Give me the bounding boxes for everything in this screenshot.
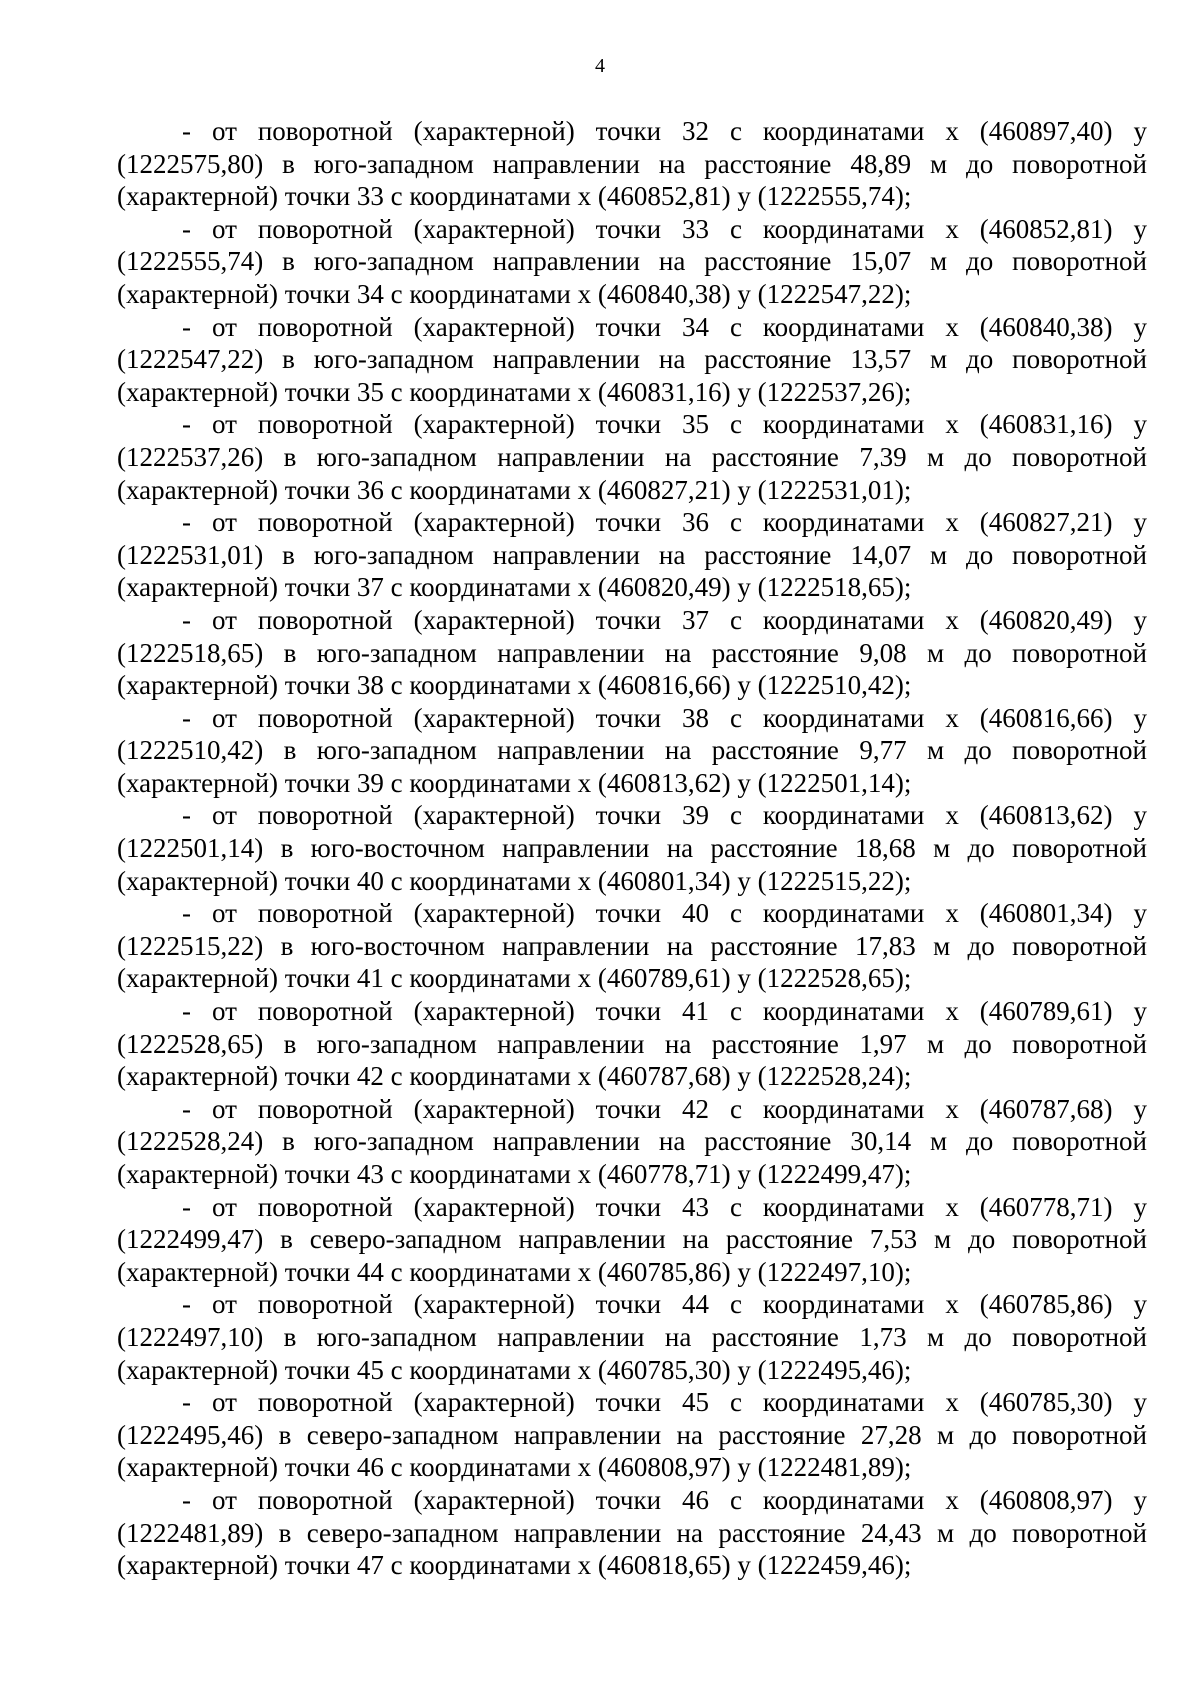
boundary-segment-paragraph: - от поворотной (характерной) точки 46 с координатами х (460808,97) у (1222481,89) в северо-западном направлении на расстояние 24,43 м до поворотной (характерной) точки 47 с координатами х (460818,65) у (1222459,46);	[117, 1484, 1147, 1581]
boundary-segment-paragraph: - от поворотной (характерной) точки 41 с координатами х (460789,61) у (1222528,65) в юго-западном направлении на расстояние 1,97 м до поворотной (характерной) точки 42 с координатами х (460787,68) у (1222528,24);	[117, 996, 1147, 1092]
document-body	[117, 115, 1147, 1582]
boundary-segment-paragraph: - от поворотной (характерной) точки 45 с координатами х (460785,30) у (1222495,46) в северо-западном направлении на расстояние 27,28 м до поворотной (характерной) точки 46 с координатами х (460808,97) у (1222481,89);	[117, 1387, 1147, 1483]
boundary-segment-paragraph: - от поворотной (характерной) точки 36 с координатами х (460827,21) у (1222531,01) в юго-западном направлении на расстояние 14,07 м до поворотной (характерной) точки 37 с координатами х (460820,49) у (1222518,65);	[117, 507, 1147, 603]
boundary-segment-paragraph: - от поворотной (характерной) точки 44 с координатами х (460785,86) у (1222497,10) в юго-западном направлении на расстояние 1,73 м до поворотной (характерной) точки 45 с координатами х (460785,30) у (1222495,46);	[117, 1289, 1147, 1385]
boundary-segment-paragraph: - от поворотной (характерной) точки 35 с координатами х (460831,16) у (1222537,26) в юго-западном направлении на расстояние 7,39 м до поворотной (характерной) точки 36 с координатами х (460827,21) у (1222531,01);	[117, 409, 1147, 505]
boundary-segment-paragraph: - от поворотной (характерной) точки 40 с координатами х (460801,34) у (1222515,22) в юго-восточном направлении на расстояние 17,83 м до поворотной (характерной) точки 41 с координатами х (460789,61) у (1222528,65);	[117, 898, 1147, 994]
boundary-segment-paragraph: - от поворотной (характерной) точки 37 с координатами х (460820,49) у (1222518,65) в юго-западном направлении на расстояние 9,08 м до поворотной (характерной) точки 38 с координатами х (460816,66) у (1222510,42);	[117, 604, 1147, 701]
boundary-segment-paragraph: - от поворотной (характерной) точки 43 с координатами х (460778,71) у (1222499,47) в северо-западном направлении на расстояние 7,53 м до поворотной (характерной) точки 44 с координатами х (460785,86) у (1222497,10);	[117, 1191, 1147, 1287]
boundary-segment-paragraph: - от поворотной (характерной) точки 32 с координатами х (460897,40) у (1222575,80) в юго-западном направлении на расстояние 48,89 м до поворотной (характерной) точки 33 с координатами х (460852,81) у (1222555,74);	[117, 116, 1147, 212]
boundary-segment-paragraph: - от поворотной (характерной) точки 39 с координатами х (460813,62) у (1222501,14) в юго-восточном направлении на расстояние 18,68 м до поворотной (характерной) точки 40 с координатами х (460801,34) у (1222515,22);	[117, 800, 1147, 896]
boundary-segment-paragraph: - от поворотной (характерной) точки 34 с координатами х (460840,38) у (1222547,22) в юго-западном направлении на расстояние 13,57 м до поворотной (характерной) точки 35 с координатами х (460831,16) у (1222537,26);	[117, 311, 1147, 407]
boundary-segment-paragraph: - от поворотной (характерной) точки 38 с координатами х (460816,66) у (1222510,42) в юго-западном направлении на расстояние 9,77 м до поворотной (характерной) точки 39 с координатами х (460813,62) у (1222501,14);	[117, 702, 1147, 798]
boundary-segment-paragraph: - от поворотной (характерной) точки 42 с координатами х (460787,68) у (1222528,24) в юго-западном направлении на расстояние 30,14 м до поворотной (характерной) точки 43 с координатами х (460778,71) у (1222499,47);	[117, 1093, 1147, 1189]
boundary-segment-paragraph: - от поворотной (характерной) точки 33 с координатами х (460852,81) у (1222555,74) в юго-западном направлении на расстояние 15,07 м до поворотной (характерной) точки 34 с координатами х (460840,38) у (1222547,22);	[117, 213, 1147, 309]
page-number: 4	[595, 55, 605, 77]
